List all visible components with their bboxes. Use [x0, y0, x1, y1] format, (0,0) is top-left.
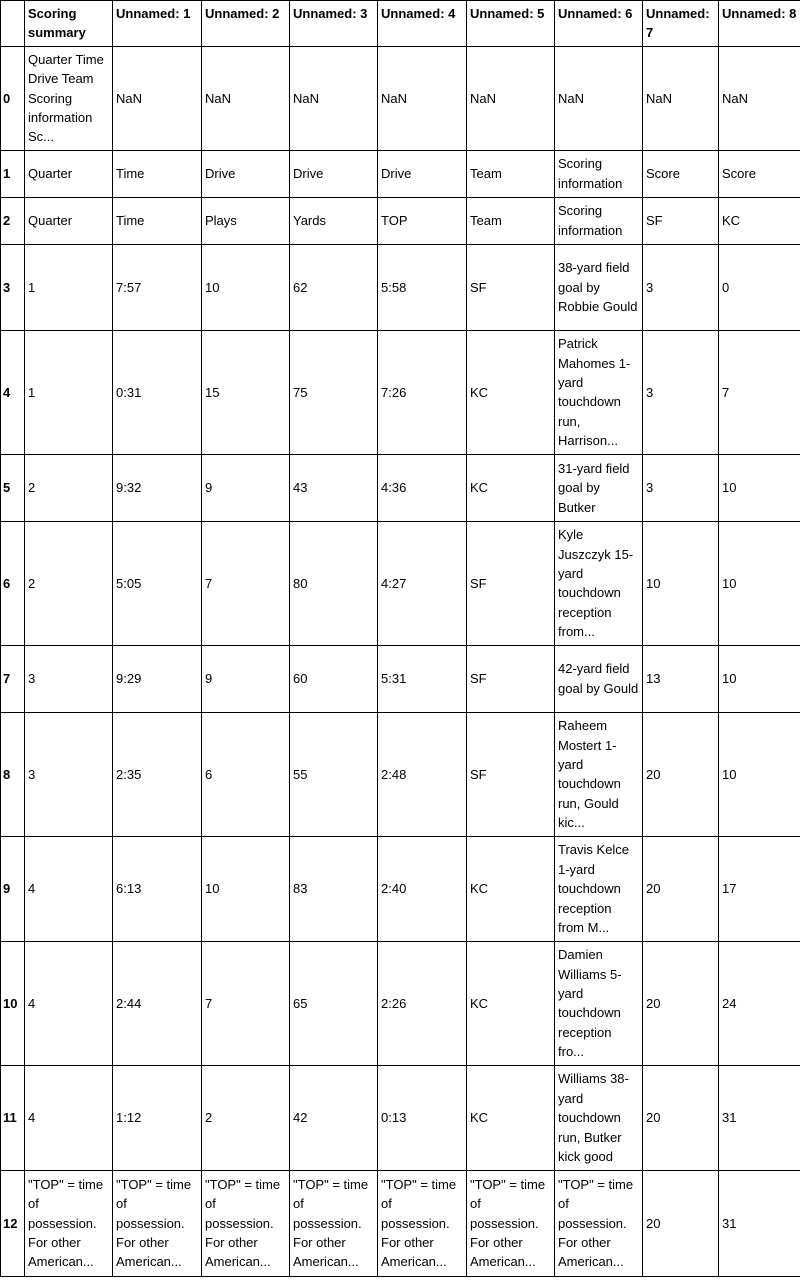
column-header: Unnamed: 6 [555, 1, 643, 47]
table-cell: 7:26 [378, 330, 467, 454]
table-cell: Scoring information [555, 150, 643, 197]
table-cell: 3 [25, 712, 113, 836]
table-cell: 3 [643, 330, 719, 454]
table-cell: NaN [113, 46, 202, 150]
table-row [1, 46, 800, 150]
table-cell: Quarter [25, 197, 113, 244]
table-cell: Plays [202, 197, 290, 244]
table-cell: Score [643, 150, 719, 197]
table-cell: "TOP" = time of possession. For other American... [25, 1170, 113, 1276]
column-header: Unnamed: 7 [643, 1, 719, 47]
table-cell: 5:05 [113, 521, 202, 645]
table-cell: Williams 38-yard touchdown run, Butker kick good [555, 1065, 643, 1170]
table-cell: 10 [719, 645, 800, 712]
row-index: 2 [1, 197, 25, 244]
table-cell: KC [467, 330, 555, 454]
table-cell: KC [467, 454, 555, 521]
table-cell: 4 [25, 836, 113, 941]
table-cell: 2 [25, 454, 113, 521]
table-cell: 60 [290, 645, 378, 712]
table-cell: KC [467, 1065, 555, 1170]
table-row [1, 521, 800, 645]
row-index: 7 [1, 645, 25, 712]
column-header: Unnamed: 4 [378, 1, 467, 47]
table-cell: 31 [719, 1065, 800, 1170]
table-cell: Team [467, 150, 555, 197]
table-cell: 20 [643, 712, 719, 836]
table-cell: 2 [25, 521, 113, 645]
table-cell: NaN [643, 46, 719, 150]
table-cell: 20 [643, 941, 719, 1065]
table-cell: 3 [643, 244, 719, 330]
table-cell: 65 [290, 941, 378, 1065]
row-index: 9 [1, 836, 25, 941]
table-cell: 2 [202, 1065, 290, 1170]
index-header [1, 1, 25, 47]
row-index: 12 [1, 1170, 25, 1276]
column-header: Unnamed: 3 [290, 1, 378, 47]
table-cell: Drive [290, 150, 378, 197]
table-cell: Time [113, 150, 202, 197]
table-cell: 7 [202, 521, 290, 645]
table-row [1, 330, 800, 454]
column-header: Scoring summary [25, 1, 113, 47]
table-cell: "TOP" = time of possession. For other American... [555, 1170, 643, 1276]
table-cell: Patrick Mahomes 1-yard touchdown run, Harrison... [555, 330, 643, 454]
table-cell: SF [643, 197, 719, 244]
table-cell: NaN [202, 46, 290, 150]
table-cell: NaN [719, 46, 800, 150]
table-cell: 31 [719, 1170, 800, 1276]
table-cell: Scoring information [555, 197, 643, 244]
table-cell: 0:31 [113, 330, 202, 454]
table-cell: 7 [719, 330, 800, 454]
table-cell: 2:48 [378, 712, 467, 836]
table-cell: 10 [719, 454, 800, 521]
row-index: 0 [1, 46, 25, 150]
table-cell: Kyle Juszczyk 15-yard touchdown reception from... [555, 521, 643, 645]
table-cell: SF [467, 244, 555, 330]
table-cell: 42 [290, 1065, 378, 1170]
table-cell: "TOP" = time of possession. For other American... [378, 1170, 467, 1276]
table-cell: Travis Kelce 1-yard touchdown reception from M... [555, 836, 643, 941]
table-cell: Team [467, 197, 555, 244]
row-index: 3 [1, 244, 25, 330]
table-cell: 62 [290, 244, 378, 330]
table-cell: TOP [378, 197, 467, 244]
table-cell: "TOP" = time of possession. For other American... [290, 1170, 378, 1276]
table-cell: 38-yard field goal by Robbie Gould [555, 244, 643, 330]
table-cell: SF [467, 712, 555, 836]
table-row [1, 645, 800, 712]
column-header: Unnamed: 5 [467, 1, 555, 47]
table-cell: Quarter [25, 150, 113, 197]
table-cell: NaN [378, 46, 467, 150]
table-cell: 75 [290, 330, 378, 454]
table-cell: 9:29 [113, 645, 202, 712]
table-cell: "TOP" = time of possession. For other American... [113, 1170, 202, 1276]
table-row [1, 150, 800, 197]
table-cell: NaN [467, 46, 555, 150]
table-cell: 10 [643, 521, 719, 645]
table-cell: 43 [290, 454, 378, 521]
table-cell: KC [467, 941, 555, 1065]
header-row [1, 1, 800, 47]
table-cell: NaN [290, 46, 378, 150]
table-cell: 20 [643, 1170, 719, 1276]
table-cell: 2:40 [378, 836, 467, 941]
table-row [1, 712, 800, 836]
table-cell: 0:13 [378, 1065, 467, 1170]
table-cell: 83 [290, 836, 378, 941]
table-cell: 20 [643, 1065, 719, 1170]
table-cell: 55 [290, 712, 378, 836]
table-cell: 6 [202, 712, 290, 836]
row-index: 8 [1, 712, 25, 836]
table-cell: 9 [202, 454, 290, 521]
table-cell: 80 [290, 521, 378, 645]
table-cell: 10 [202, 244, 290, 330]
table-cell: 9 [202, 645, 290, 712]
table-cell: 2:35 [113, 712, 202, 836]
table-cell: 5:58 [378, 244, 467, 330]
table-row [1, 244, 800, 330]
table-cell: "TOP" = time of possession. For other American... [467, 1170, 555, 1276]
table-cell: 13 [643, 645, 719, 712]
row-index: 6 [1, 521, 25, 645]
table-cell: 24 [719, 941, 800, 1065]
table-cell: 3 [25, 645, 113, 712]
table-cell: 2:26 [378, 941, 467, 1065]
column-header: Unnamed: 2 [202, 1, 290, 47]
table-cell: KC [719, 197, 800, 244]
table-cell: Score [719, 150, 800, 197]
table-cell: 3 [643, 454, 719, 521]
table-cell: 7 [202, 941, 290, 1065]
table-cell: 4:36 [378, 454, 467, 521]
table-cell: 9:32 [113, 454, 202, 521]
table-cell: 31-yard field goal by Butker [555, 454, 643, 521]
table-cell: 5:31 [378, 645, 467, 712]
table-row [1, 941, 800, 1065]
column-header: Unnamed: 1 [113, 1, 202, 47]
table-row [1, 197, 800, 244]
table-cell: Yards [290, 197, 378, 244]
table-cell: Raheem Mostert 1-yard touchdown run, Gould kic... [555, 712, 643, 836]
table-cell: 17 [719, 836, 800, 941]
table-cell: 2:44 [113, 941, 202, 1065]
table-cell: 20 [643, 836, 719, 941]
table-cell: KC [467, 836, 555, 941]
table-cell: 4 [25, 941, 113, 1065]
column-header: Unnamed: 8 [719, 1, 800, 47]
table-cell: SF [467, 645, 555, 712]
table-cell: Drive [378, 150, 467, 197]
table-row [1, 1170, 800, 1276]
table-row [1, 454, 800, 521]
table-row [1, 1065, 800, 1170]
table-cell: Drive [202, 150, 290, 197]
table-cell: 10 [202, 836, 290, 941]
row-index: 1 [1, 150, 25, 197]
row-index: 11 [1, 1065, 25, 1170]
table-cell: 1 [25, 244, 113, 330]
table-cell: 1:12 [113, 1065, 202, 1170]
table-cell: "TOP" = time of possession. For other American... [202, 1170, 290, 1276]
table-cell: 7:57 [113, 244, 202, 330]
table-cell: 42-yard field goal by Gould [555, 645, 643, 712]
table-cell: 10 [719, 712, 800, 836]
table-cell: Time [113, 197, 202, 244]
table-cell: 4 [25, 1065, 113, 1170]
table-cell: 1 [25, 330, 113, 454]
table-cell: SF [467, 521, 555, 645]
table-cell: 6:13 [113, 836, 202, 941]
row-index: 5 [1, 454, 25, 521]
table-cell: 15 [202, 330, 290, 454]
row-index: 10 [1, 941, 25, 1065]
table-row [1, 836, 800, 941]
table-cell: Damien Williams 5-yard touchdown reception fro... [555, 941, 643, 1065]
table-cell: 0 [719, 244, 800, 330]
table-cell: 4:27 [378, 521, 467, 645]
row-index: 4 [1, 330, 25, 454]
table-cell: NaN [555, 46, 643, 150]
table-cell: Quarter Time Drive Team Scoring information Sc... [25, 46, 113, 150]
table-cell: 10 [719, 521, 800, 645]
